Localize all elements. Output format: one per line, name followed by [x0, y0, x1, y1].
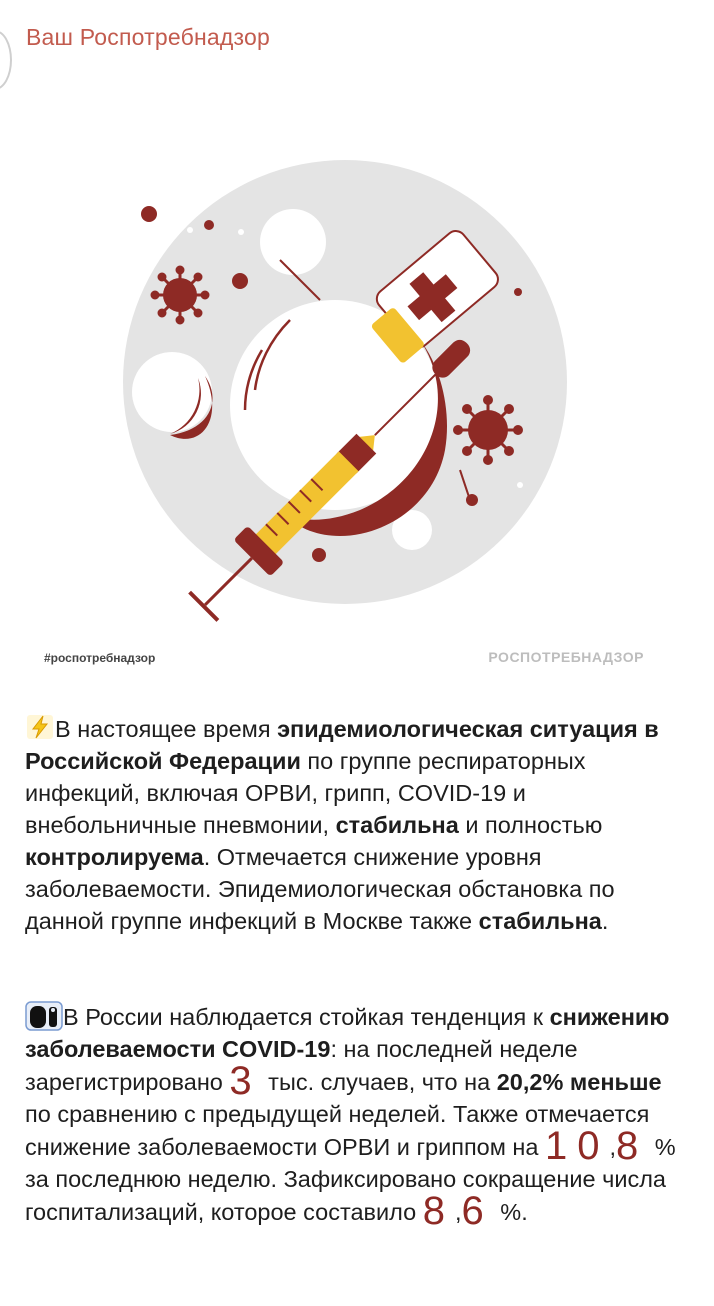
p2-text-6: %. [493, 1199, 528, 1225]
p1-text-5: . [601, 908, 609, 934]
p2-bold-1: снижению заболеваемости COVID-19 [25, 1004, 670, 1062]
p2-bold-2: 20,2% меньше [496, 1069, 662, 1095]
p2-text-4: по сравнению с предыдущей неделей. Также отмечается снижение заболеваемости ОРВИ и гриппом на [25, 1101, 650, 1160]
newspaper-icon [25, 1001, 63, 1031]
p1-bold-4: стабильна [478, 908, 602, 934]
hospitalization-decline-fraction: 6 [461, 1189, 494, 1233]
p2-text-3: тыс. случаев, что на [261, 1069, 497, 1095]
post-illustration [0, 150, 714, 630]
image-watermark: РОСПОТРЕБНАДЗОР [488, 649, 644, 665]
p2-text-1: В России наблюдается стойкая тенденция к [63, 1004, 550, 1030]
orvi-decline-fraction: 8 [616, 1124, 649, 1168]
p1-text-3: и полностью [458, 812, 603, 838]
p2-text-2: : на последней неделе зарегистрировано [25, 1036, 578, 1095]
covid-cases-number: 3 [229, 1059, 262, 1103]
orvi-decline-separator: , [609, 1134, 617, 1160]
avatar-edge[interactable] [0, 30, 12, 90]
orvi-decline-integer: 10 [545, 1124, 610, 1168]
p1-text-1: В настоящее время [55, 716, 278, 742]
p1-bold-3: контролируема [25, 844, 204, 870]
post-paragraph-2 [25, 1001, 685, 1233]
post-paragraph-1 [25, 713, 685, 937]
lightning-icon [25, 714, 55, 740]
p2-text-5: % за последнюю неделю. Зафиксировано сокращение числа госпитализаций, которое составило [25, 1134, 676, 1225]
p1-text-2: по группе респираторных инфекций, включая ОРВИ, грипп, COVID-19 и внебольничные пневмонии, [25, 748, 586, 838]
hospitalization-decline-separator: , [455, 1199, 462, 1225]
channel-name[interactable]: Ваш Роспотребнадзор [26, 24, 270, 50]
image-hashtag: #роспотребнадзор [44, 651, 156, 665]
p1-bold-1: эпидемиологическая ситуация в Российской Федерации [25, 716, 659, 774]
p1-text-4: . Отмечается снижение уровня заболеваемости. Эпидемиологическая обстановка по данной группе инфекций в Москве также [25, 844, 615, 934]
hospitalization-decline-integer: 8 [422, 1189, 455, 1233]
p1-bold-2: стабильна [335, 812, 459, 838]
